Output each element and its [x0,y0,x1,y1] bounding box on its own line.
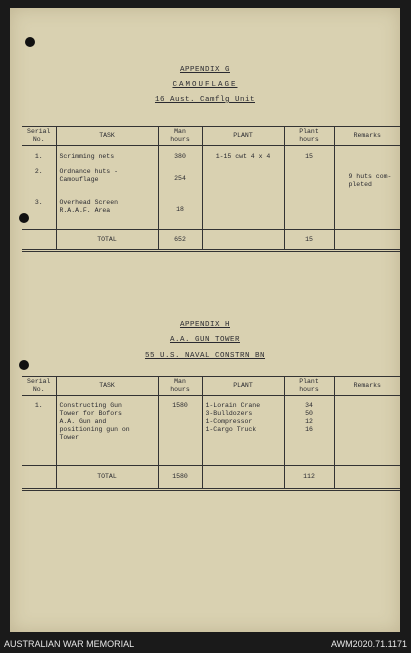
man-hours-cell: 254 [158,167,202,199]
plant-cell [202,167,284,199]
table-total-row [22,230,400,251]
empty-cell [202,230,284,251]
col-plant: PLANT [202,377,284,396]
footer-accession-number: AWM2020.71.1171 [330,639,407,649]
serial-cell: 2. [34,167,43,175]
table-header-row [22,377,400,396]
empty-cell [334,466,400,490]
total-plant-hours: 15 [284,230,334,251]
empty-cell [334,230,400,251]
appendix-h-unit: 55 U.S. NAVAL CONSTRN BN [144,352,266,360]
remarks-cell [334,396,400,466]
total-label: TOTAL [56,466,158,490]
task-cell: Overhead Screen R.A.A.F. Area [56,198,158,230]
col-plant: PLANT [202,127,284,146]
punch-hole [19,360,29,370]
task-cell: Constructing Gun Tower for Bofors A.A. Gun and positioning gun on Tower [56,396,158,466]
table-total-row [22,466,400,490]
empty-cell [22,230,56,251]
table-header-row [22,127,400,146]
appendix-h-heading: APPENDIX H [179,321,230,329]
man-hours-cell: 380 [158,146,202,167]
total-man-hours: 1580 [158,466,202,490]
table-row [22,198,400,230]
serial-cell: 3. [34,199,43,206]
appendix-g-title: CAMOUFLAGE [172,81,238,89]
plant-cell: 1-Lorain Crane 3-Bulldozers 1-Compressor 1-Cargo Truck [202,396,284,466]
punch-hole [25,37,35,47]
appendix-g-heading: APPENDIX G [179,66,230,74]
task-cell: Scrimming nets [56,146,158,167]
serial-cell: 1. [34,402,43,409]
total-plant-hours: 112 [284,466,334,490]
remarks-cell [334,146,400,167]
serial-cell: 1. [34,153,43,160]
plant-hours-cell: 34 50 12 16 [284,396,334,466]
task-cell: Ordnance huts - Camouflage [56,167,158,199]
col-task: TASK [56,377,158,396]
total-label: TOTAL [56,230,158,251]
col-serial: Serial No. [22,127,56,146]
col-remarks: Remarks [334,127,400,146]
col-plant-hours: Plant hours [284,377,334,396]
footer-source: AUSTRALIAN WAR MEMORIAL [4,639,135,649]
empty-cell [202,466,284,490]
document-page [10,8,400,632]
appendix-h-title: A.A. GUN TOWER [169,336,240,344]
col-remarks: Remarks [334,377,400,396]
plant-hours-cell [284,167,334,199]
remarks-cell: 9 huts com- pleted [334,167,400,199]
col-man-hours: Man hours [158,377,202,396]
table-row [22,167,400,199]
total-man-hours: 652 [158,230,202,251]
plant-hours-cell: 15 [284,146,334,167]
table-row [22,146,400,167]
appendix-g-unit: 16 Aust. Camflg Unit [154,96,255,104]
plant-cell: 1-15 cwt 4 x 4 [202,146,284,167]
col-man-hours: Man hours [158,127,202,146]
plant-hours-cell [284,198,334,230]
appendix-h-table [22,376,400,491]
col-plant-hours: Plant hours [284,127,334,146]
table-row [22,396,400,466]
appendix-g-table [22,126,400,252]
col-task: TASK [56,127,158,146]
man-hours-cell: 18 [158,198,202,230]
plant-cell [202,198,284,230]
man-hours-cell: 1580 [158,396,202,466]
col-serial: Serial No. [22,377,56,396]
empty-cell [22,466,56,490]
remarks-cell [334,198,400,230]
